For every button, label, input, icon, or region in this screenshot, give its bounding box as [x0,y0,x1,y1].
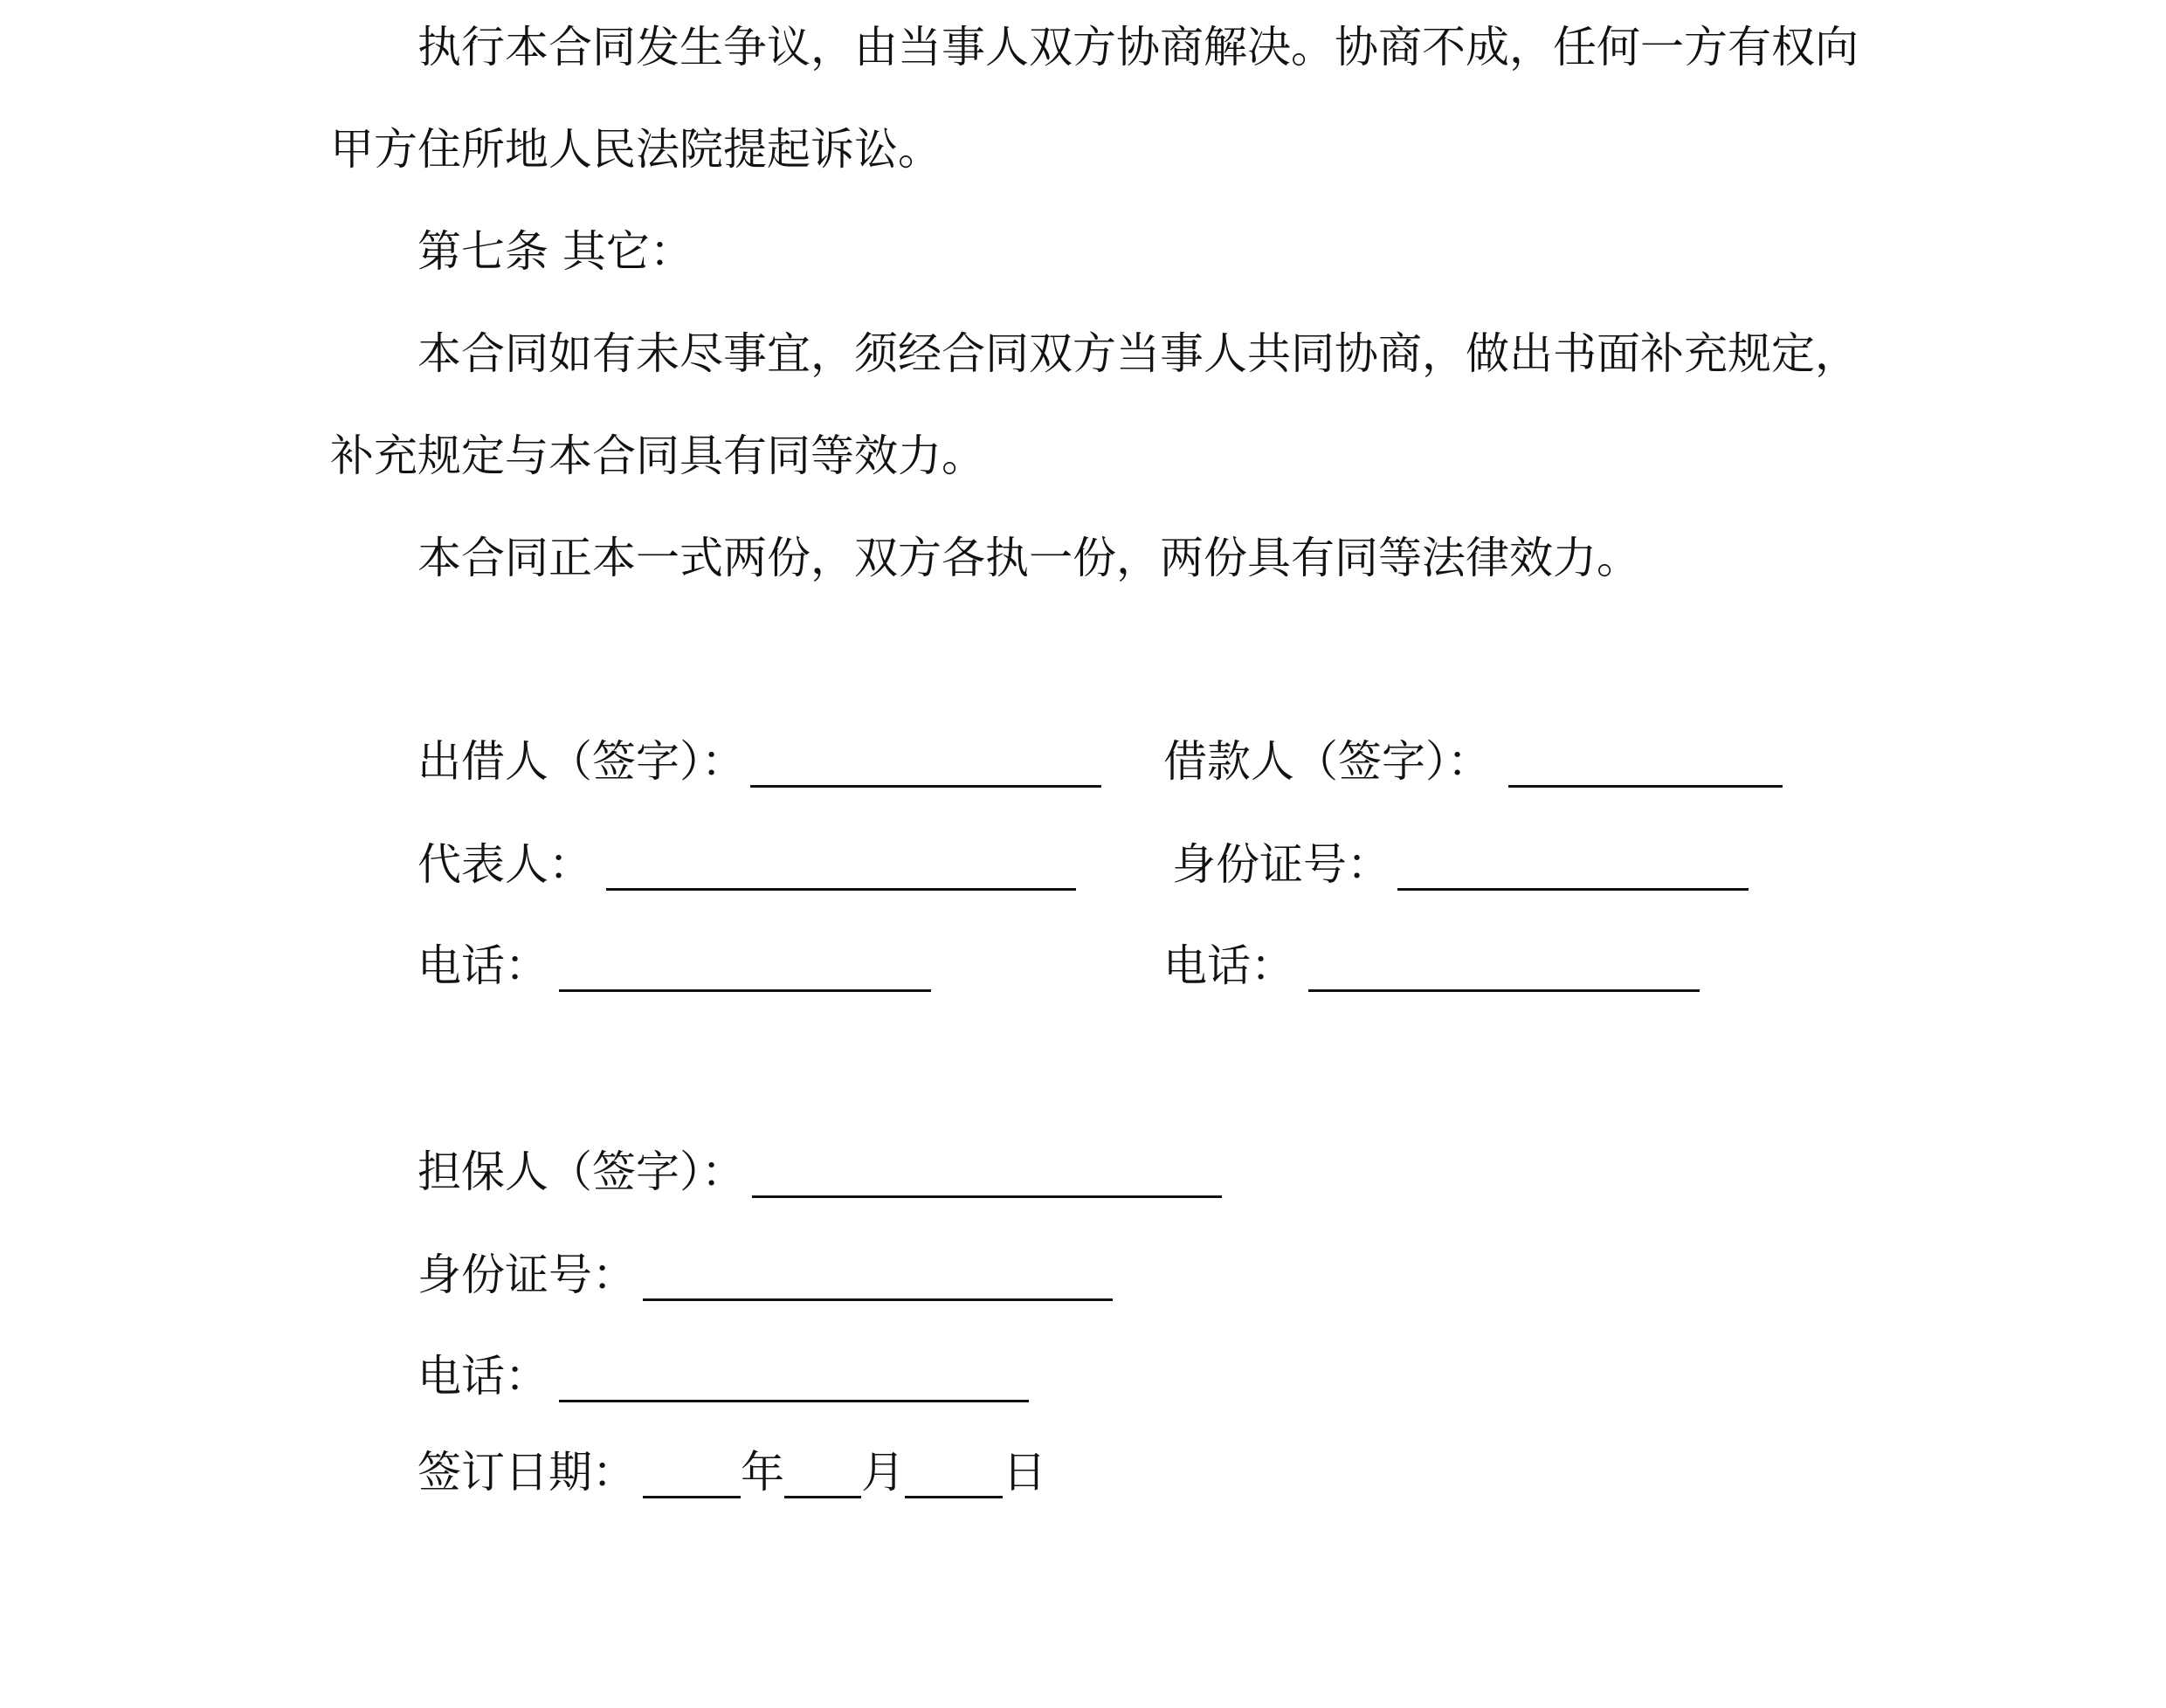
borrower-signature-blank[interactable] [1508,740,1783,788]
supplement-paragraph-line-1: 本合同如有未尽事宜，须经合同双方当事人共同协商，做出书面补充规定， [417,328,1859,379]
borrower-id-label: 身份证号： [1172,839,1390,890]
lender-signature-blank[interactable] [750,740,1101,788]
guarantor-phone-blank[interactable] [559,1354,1029,1402]
guarantor-signature-field [417,1146,1222,1198]
guarantor-phone-field [417,1350,1029,1402]
guarantor-id-blank[interactable] [643,1253,1113,1301]
day-label: 日 [1003,1447,1046,1498]
borrower-signature-label: 借款人（签字）： [1163,736,1491,787]
dispute-paragraph-line-2: 甲方住所地人民法院提起诉讼。 [330,124,942,175]
guarantor-id-label: 身份证号： [417,1250,636,1300]
borrower-id-field [1172,838,1749,891]
lender-phone-blank[interactable] [559,944,931,992]
guarantor-signature-label: 担保人（签字）： [417,1147,745,1197]
borrower-id-blank[interactable] [1397,843,1749,891]
month-blank[interactable] [784,1450,861,1498]
year-label: 年 [741,1447,784,1498]
borrower-signature-field [1163,735,1783,788]
representative-label: 代表人： [417,839,592,890]
dispute-paragraph-line-1: 执行本合同发生争议，由当事人双方协商解决。协商不成，任何一方有权向 [417,22,1859,72]
lender-signature-label: 出借人（签字）： [417,736,745,787]
representative-blank[interactable] [606,843,1076,891]
borrower-phone-blank[interactable] [1308,944,1700,992]
lender-phone-field [417,940,931,992]
sign-date-field [417,1446,1046,1498]
guarantor-phone-label: 电话： [417,1351,548,1402]
guarantor-id-field [417,1249,1113,1301]
supplement-paragraph-line-2: 补充规定与本合同具有同等效力。 [330,430,985,481]
guarantor-signature-blank[interactable] [752,1150,1222,1198]
representative-field [417,838,1076,891]
year-blank[interactable] [643,1450,741,1498]
copies-paragraph: 本合同正本一式两份，双方各执一份，两份具有同等法律效力。 [417,533,1640,583]
borrower-phone-label: 电话： [1163,940,1294,991]
lender-phone-label: 电话： [417,940,548,991]
month-label: 月 [861,1447,905,1498]
day-blank[interactable] [905,1450,1003,1498]
sign-date-label: 签订日期： [417,1447,636,1498]
lender-signature-field [417,735,1101,788]
borrower-phone-field [1163,940,1700,992]
article-7-heading: 第七条 其它： [417,226,693,277]
